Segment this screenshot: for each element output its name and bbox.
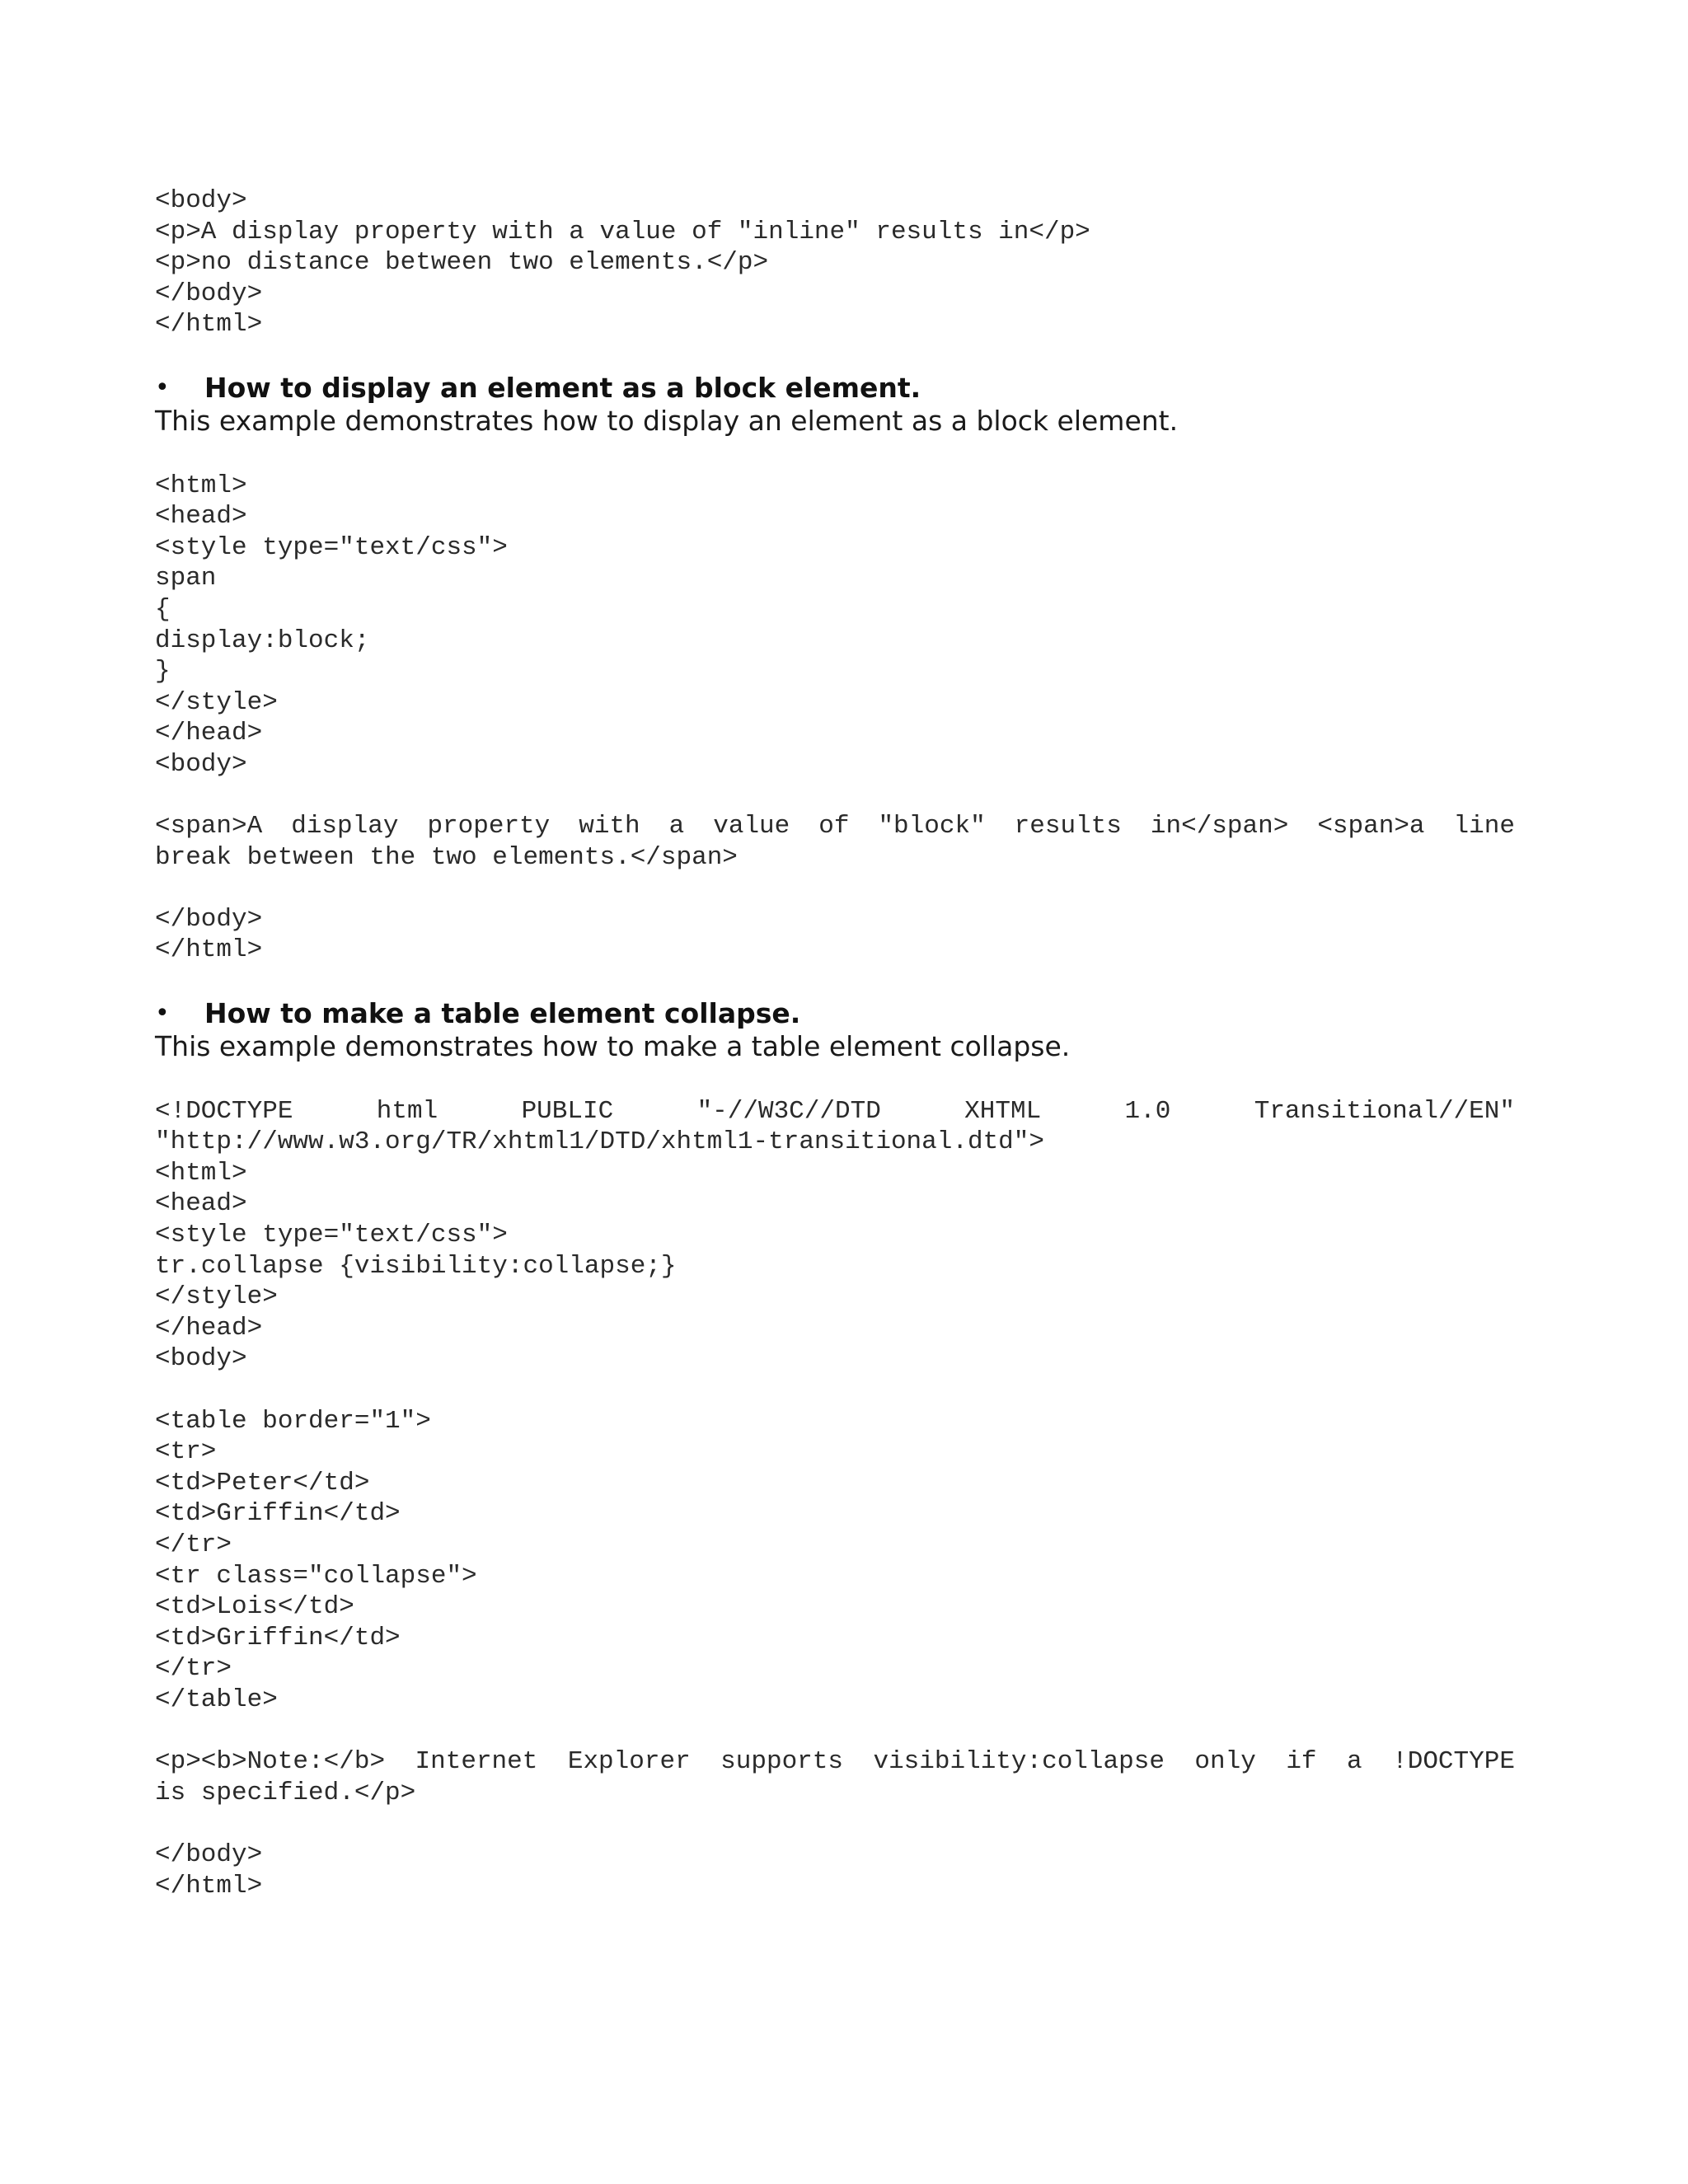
spacer [155,1808,1515,1840]
code-word: <p><b>Note:</b> [155,1747,386,1777]
spacer [155,1375,1515,1406]
code-line: } [155,657,171,687]
code-word: with [579,812,640,841]
spacer [155,438,1515,471]
code-line: <table border="1"> [155,1406,431,1436]
code-line: <head> [155,1189,247,1219]
code-word: only [1194,1747,1256,1777]
code-line: </head> [155,1313,263,1343]
code-word: in</span> [1150,812,1289,841]
spacer [155,1063,1515,1096]
code-word: <span>A [155,812,263,841]
section-heading-block [155,372,1515,405]
code-line: <td>Griffin</td> [155,1623,401,1652]
code-word: PUBLIC [521,1096,614,1126]
code-word: !DOCTYPE [1392,1747,1515,1777]
code-word: XHTML [964,1096,1042,1126]
code-line: </body> [155,1840,263,1869]
code-line: <body> [155,749,247,779]
code-word: of [818,812,850,841]
heading-text: How to make a table element collapse. [204,996,801,1029]
code-line: <td>Griffin</td> [155,1499,401,1529]
code-line: <head> [155,502,247,532]
code-word: a [668,812,685,841]
code-word: line [1453,812,1515,841]
section-description: This example demonstrates how to make a table element collapse. [155,1029,1071,1062]
code-word: display [291,812,399,841]
code-line: display:block; [155,626,370,655]
code-line: tr.collapse {visibility:collapse;} [155,1251,677,1281]
code-word: "-//W3C//DTD [696,1096,881,1126]
code-line: </table> [155,1685,278,1714]
code-line: <td>Peter</td> [155,1468,370,1497]
code-block-display-block [155,471,1515,967]
code-line: <tr> [155,1437,217,1467]
spacer [155,780,1515,812]
code-line: </html> [155,1871,263,1900]
code-word: <span>a [1317,812,1425,841]
document-page [155,185,1515,1901]
code-line: "http://www.w3.org/TR/xhtml1/DTD/xhtml1-transitional.dtd"> [155,1127,1044,1157]
code-line: </style> [155,1282,278,1312]
code-line: <td>Lois</td> [155,1592,354,1622]
code-word: Internet [415,1747,538,1777]
code-word: property [427,812,551,841]
code-word: a [1347,1747,1362,1777]
code-word: "block" [878,812,986,841]
spacer [155,966,1515,997]
code-line-justified [155,811,1515,842]
bullet-icon: • [155,998,170,1028]
code-word: visibility:collapse [873,1747,1165,1777]
code-line: </tr> [155,1530,232,1559]
code-line-justified [155,1746,1515,1778]
code-line: </style> [155,687,278,717]
code-word: 1.0 [1124,1096,1171,1126]
code-line: <html> [155,471,247,500]
code-word: <!DOCTYPE [155,1096,293,1126]
code-line: break between the two elements.</span> [155,842,738,872]
code-word: results [1014,812,1122,841]
code-line-justified [155,1096,1515,1127]
code-line: <p>no distance between two elements.</p> [155,248,769,278]
code-line: </body> [155,904,263,934]
spacer [155,873,1515,904]
code-word: Explorer [567,1747,691,1777]
bullet-icon: • [155,373,170,402]
heading-text: How to display an element as a block element. [204,371,921,404]
spacer [155,1716,1515,1747]
section-description: This example demonstrates how to display an element as a block element. [155,404,1179,437]
code-word: if [1286,1747,1317,1777]
section-heading-table [155,997,1515,1030]
code-line: { [155,594,171,624]
code-line: <style type="text/css"> [155,1221,508,1250]
code-line: <style type="text/css"> [155,532,508,562]
spacer [155,340,1515,372]
code-block-table-collapse [155,1096,1515,1901]
code-line: </body> [155,279,263,308]
code-line: </tr> [155,1654,232,1684]
code-line: is specified.</p> [155,1778,416,1807]
code-line: <body> [155,1344,247,1374]
code-line: </html> [155,935,263,965]
code-block-inline-tail [155,185,1515,340]
code-word: value [713,812,790,841]
code-line: <p>A display property with a value of "inline" results in</p> [155,217,1090,246]
code-word: supports [720,1747,843,1777]
code-line: <html> [155,1158,247,1188]
code-line: </html> [155,310,263,340]
code-line: </head> [155,719,263,748]
code-word: html [376,1096,438,1126]
code-line: <body> [155,186,247,215]
code-word: Transitional//EN" [1254,1096,1515,1126]
code-line: <tr class="collapse"> [155,1561,477,1591]
code-line: span [155,564,217,593]
